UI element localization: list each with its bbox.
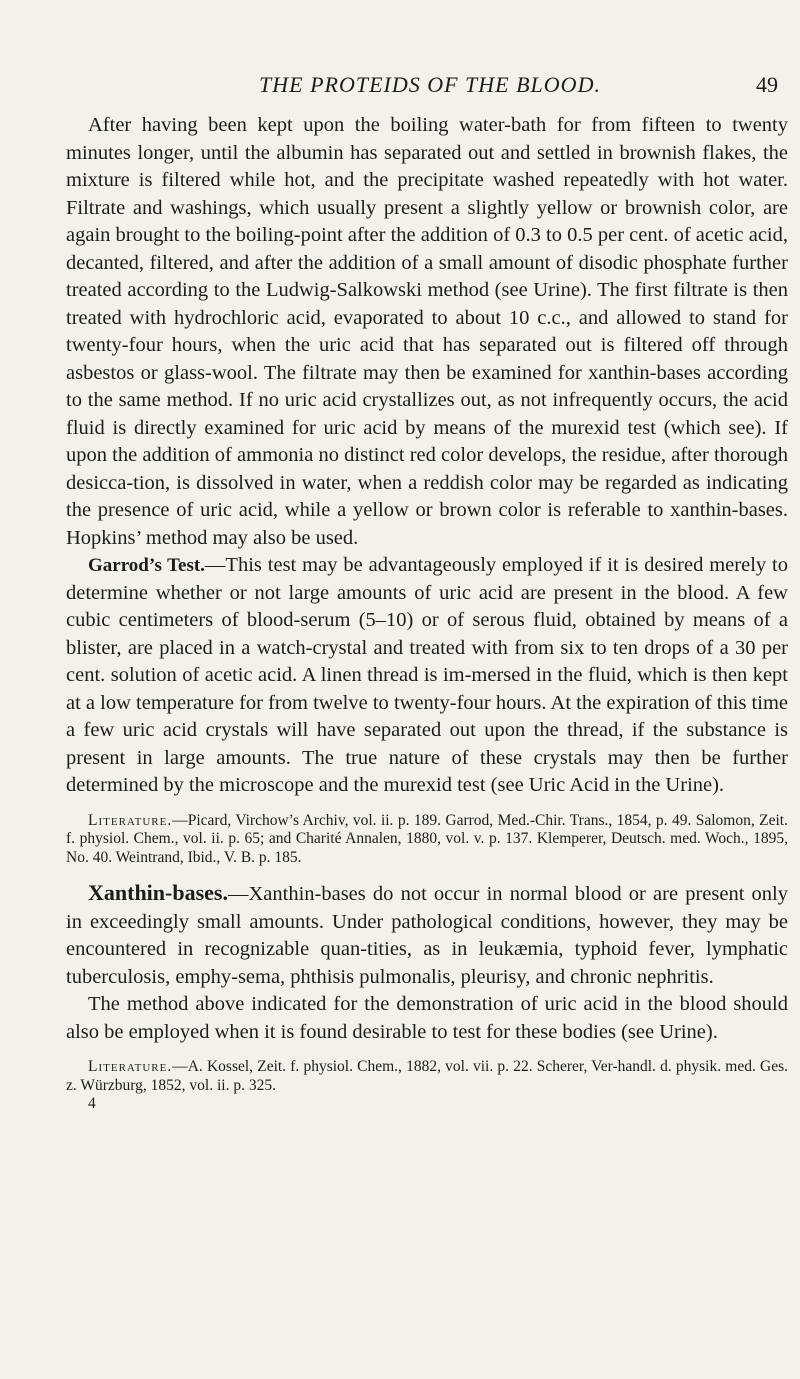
literature-note-2 — [66, 1058, 788, 1095]
page-number: 49 — [756, 72, 778, 97]
page-body — [66, 112, 788, 1113]
literature-text: —Picard, Virchow’s Archiv, vol. ii. p. 189. Garrod, Med.-Chir. Trans., 1854, p. 49. Salomon, Zeit. f. physiol. Chem., vol. ii. p. 65; and Charité Annalen, 1880, vol. v. p. 137. Klemperer, Deutsch. med. Woch., 1895, No. 40. Weintrand, Ibid., V. B. p. 185. — [66, 811, 788, 866]
paragraph-garrods-test — [66, 552, 788, 800]
literature-label: Literature. — [88, 1058, 173, 1075]
xanthin-bases-heading: Xanthin-bases. — [88, 880, 228, 905]
running-head — [72, 70, 788, 100]
paragraph-xanthin-bases — [66, 879, 788, 991]
xanthin-bases-text: —Xanthin-bases do not occur in normal blood or are present only in exceedingly small amounts. Under pathological conditions, however, they may be encountered in recognizable quan-tities, as in leukæmia, typhoid fever, lymphatic tuberculosis, emphy-sema, phthisis pulmonalis, pleurisy, and chronic nephritis. — [66, 883, 788, 988]
running-title: THE PROTEIDS OF THE BLOOD. — [259, 72, 601, 97]
garrods-test-text: —This test may be advantageously employed if it is desired merely to determine whether or not large amounts of uric acid are present in the blood. A few cubic centimeters of blood-serum (5–10) or of serous fluid, obtained by means of a blister, are placed in a watch-crystal and treated with from six to ten drops of a 30 per cent. solution of acetic acid. A linen thread is im-mersed in the fluid, which is then kept at a low temperature for from twelve to twenty-four hours. At the expiration of this time a few uric acid crystals will have separated out upon the thread, if the substance is present in large amounts. The true nature of these crystals may then be further determined by the microscope and the murexid test (see Uric Acid in the Urine). — [66, 554, 789, 796]
literature-note-1 — [66, 812, 788, 868]
literature-text: —A. Kossel, Zeit. f. physiol. Chem., 1882, vol. vii. p. 22. Scherer, Ver-handl. d. physik. med. Ges. z. Würzburg, 1852, vol. ii. p. 325. — [66, 1058, 788, 1094]
paragraph-filtration: After having been kept upon the boiling water-bath for from fifteen to twenty minutes longer, until the albumin has separated out and settled in brownish flakes, the mixture is filtered while hot, and the precipitate washed repeatedly with hot water. Filtrate and washings, which usually present a slightly yellow or brownish color, are again brought to the boiling-point after the addition of 0.3 to 0.5 per cent. of acetic acid, decanted, filtered, and after the addition of a small amount of disodic phosphate further treated according to the Ludwig-Salkowski method (see Urine). The first filtrate is then treated with hydrochloric acid, evaporated to about 10 c.c., and allowed to stand for twenty-four hours, when the uric acid that has separated out is filtered off through asbestos or glass-wool. The filtrate may then be examined for xanthin-bases according to the same method. If no uric acid crystallizes out, as not infrequently occurs, the acid fluid is directly examined for uric acid by means of the murexid test (which see). If upon the addition of ammonia no distinct red color develops, the residue, after thorough desicca-tion, is dissolved in water, when a reddish color may be regarded as indicating the presence of uric acid, while a yellow or brown color is referable to xanthin-bases. Hopkins’ method may also be used. — [66, 114, 788, 549]
literature-label: Literature. — [88, 811, 173, 829]
signature-mark: 4 — [88, 1095, 96, 1112]
paragraph-method: The method above indicated for the demonstration of uric acid in the blood should also be employed when it is found desirable to test for these bodies (see Urine). — [66, 993, 788, 1043]
garrods-test-heading: Garrod’s Test. — [88, 555, 205, 576]
